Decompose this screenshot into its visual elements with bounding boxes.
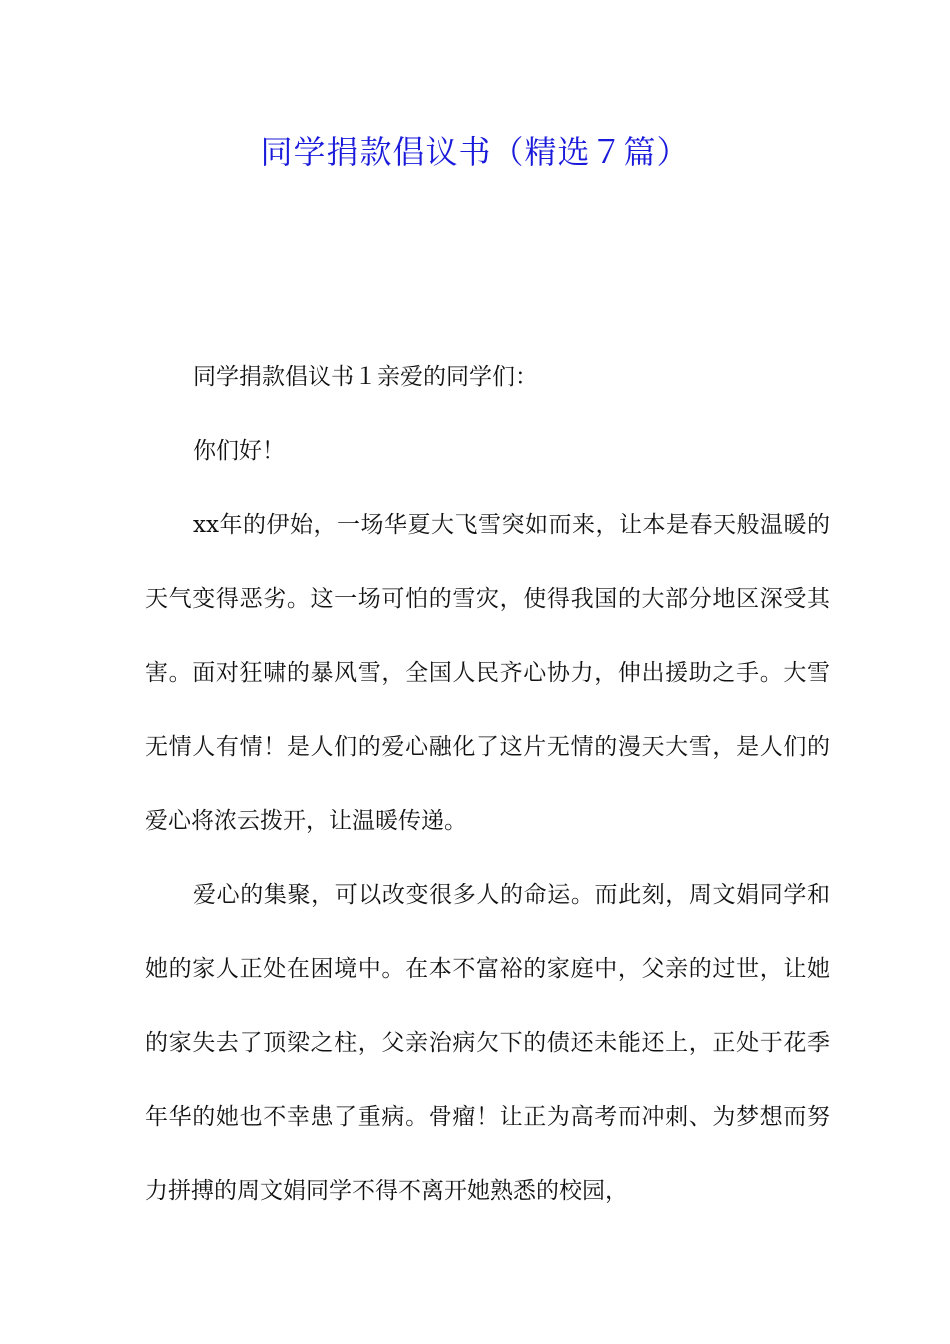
paragraph-appeal: 爱心的集聚，可以改变很多人的命运。而此刻，周文娟同学和她的家人正处在困境中。在本不富裕的家庭中，父亲的过世，让她的家失去了顶梁之柱，父亲治病欠下的债还未能还上，正处于花季年华的她也不幸患了重病。骨瘤！让正为高考而冲刺、为梦想而努力拼搏的周文娟同学不得不离开她熟悉的校园， [145,882,830,1204]
paragraph-greeting: 你们好！ [193,438,285,464]
paragraph-salutation: 同学捐款倡议书１亲爱的同学们： [193,364,538,390]
document-title: 同学捐款倡议书（精选７篇） [260,133,690,171]
paragraph-snowstorm: xx年的伊始，一场华夏大飞雪突如而来，让本是春天般温暖的天气变得恶劣。这一场可怕的雪灾，使得我国的大部分地区深受其害。面对狂啸的暴风雪，全国人民齐心协力，伸出援助之手。大雪无情人有情！是人们的爱心融化了这片无情的漫天大雪，是人们的爱心将浓云拨开，让温暖传递。 [145,512,830,834]
document-body [145,340,830,1228]
